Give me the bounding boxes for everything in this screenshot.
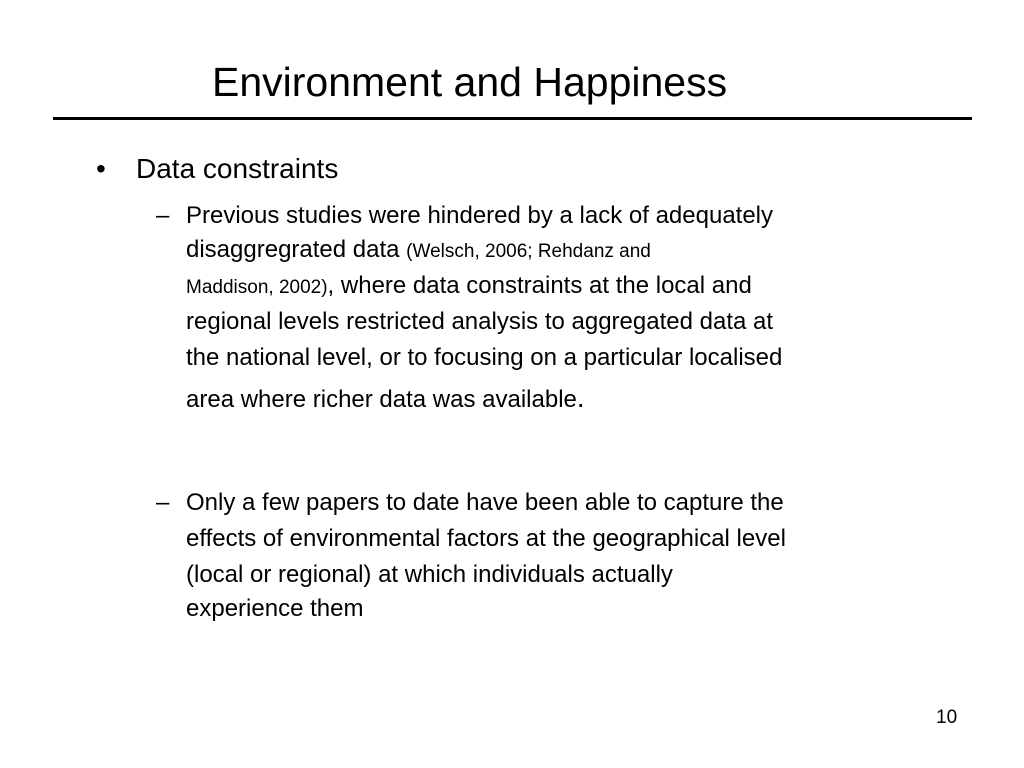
- sub-item-line: the national level, or to focusing on a particular localised: [186, 344, 783, 371]
- sub-dash-icon: –: [156, 489, 170, 516]
- bullet-text: Data constraints: [136, 153, 339, 184]
- title-divider: [53, 117, 972, 120]
- sub-item-line: [186, 270, 752, 304]
- sub-item-line: Only a few papers to date have been able to capture the: [186, 489, 784, 516]
- sub-item-line: experience them: [186, 595, 364, 622]
- citation-text: Maddison, 2002): [186, 277, 328, 298]
- sub-item-text: area where richer data was available: [186, 386, 577, 413]
- sub-item-text: disaggregrated data: [186, 236, 407, 263]
- sub-item-line: (local or regional) at which individuals actually: [186, 561, 673, 588]
- citation-text: (Welsch, 2006; Rehdanz and: [406, 241, 651, 262]
- page-number: 10: [936, 707, 958, 728]
- sub-item-line: Previous studies were hindered by a lack of adequately: [186, 202, 774, 229]
- bullet-dot-icon: •: [96, 153, 106, 184]
- sub-item-period: .: [576, 382, 585, 413]
- sub-item-line: regional levels restricted analysis to aggregated data at: [186, 308, 774, 335]
- sub-item-line: effects of environmental factors at the geographical level: [186, 525, 786, 552]
- sub-item-line: [186, 234, 651, 268]
- sub-dash-icon: –: [156, 202, 170, 229]
- sub-item-text: , where data constraints at the local and: [327, 272, 752, 299]
- slide-title: Environment and Happiness: [212, 59, 728, 105]
- sub-item-line: [186, 382, 585, 416]
